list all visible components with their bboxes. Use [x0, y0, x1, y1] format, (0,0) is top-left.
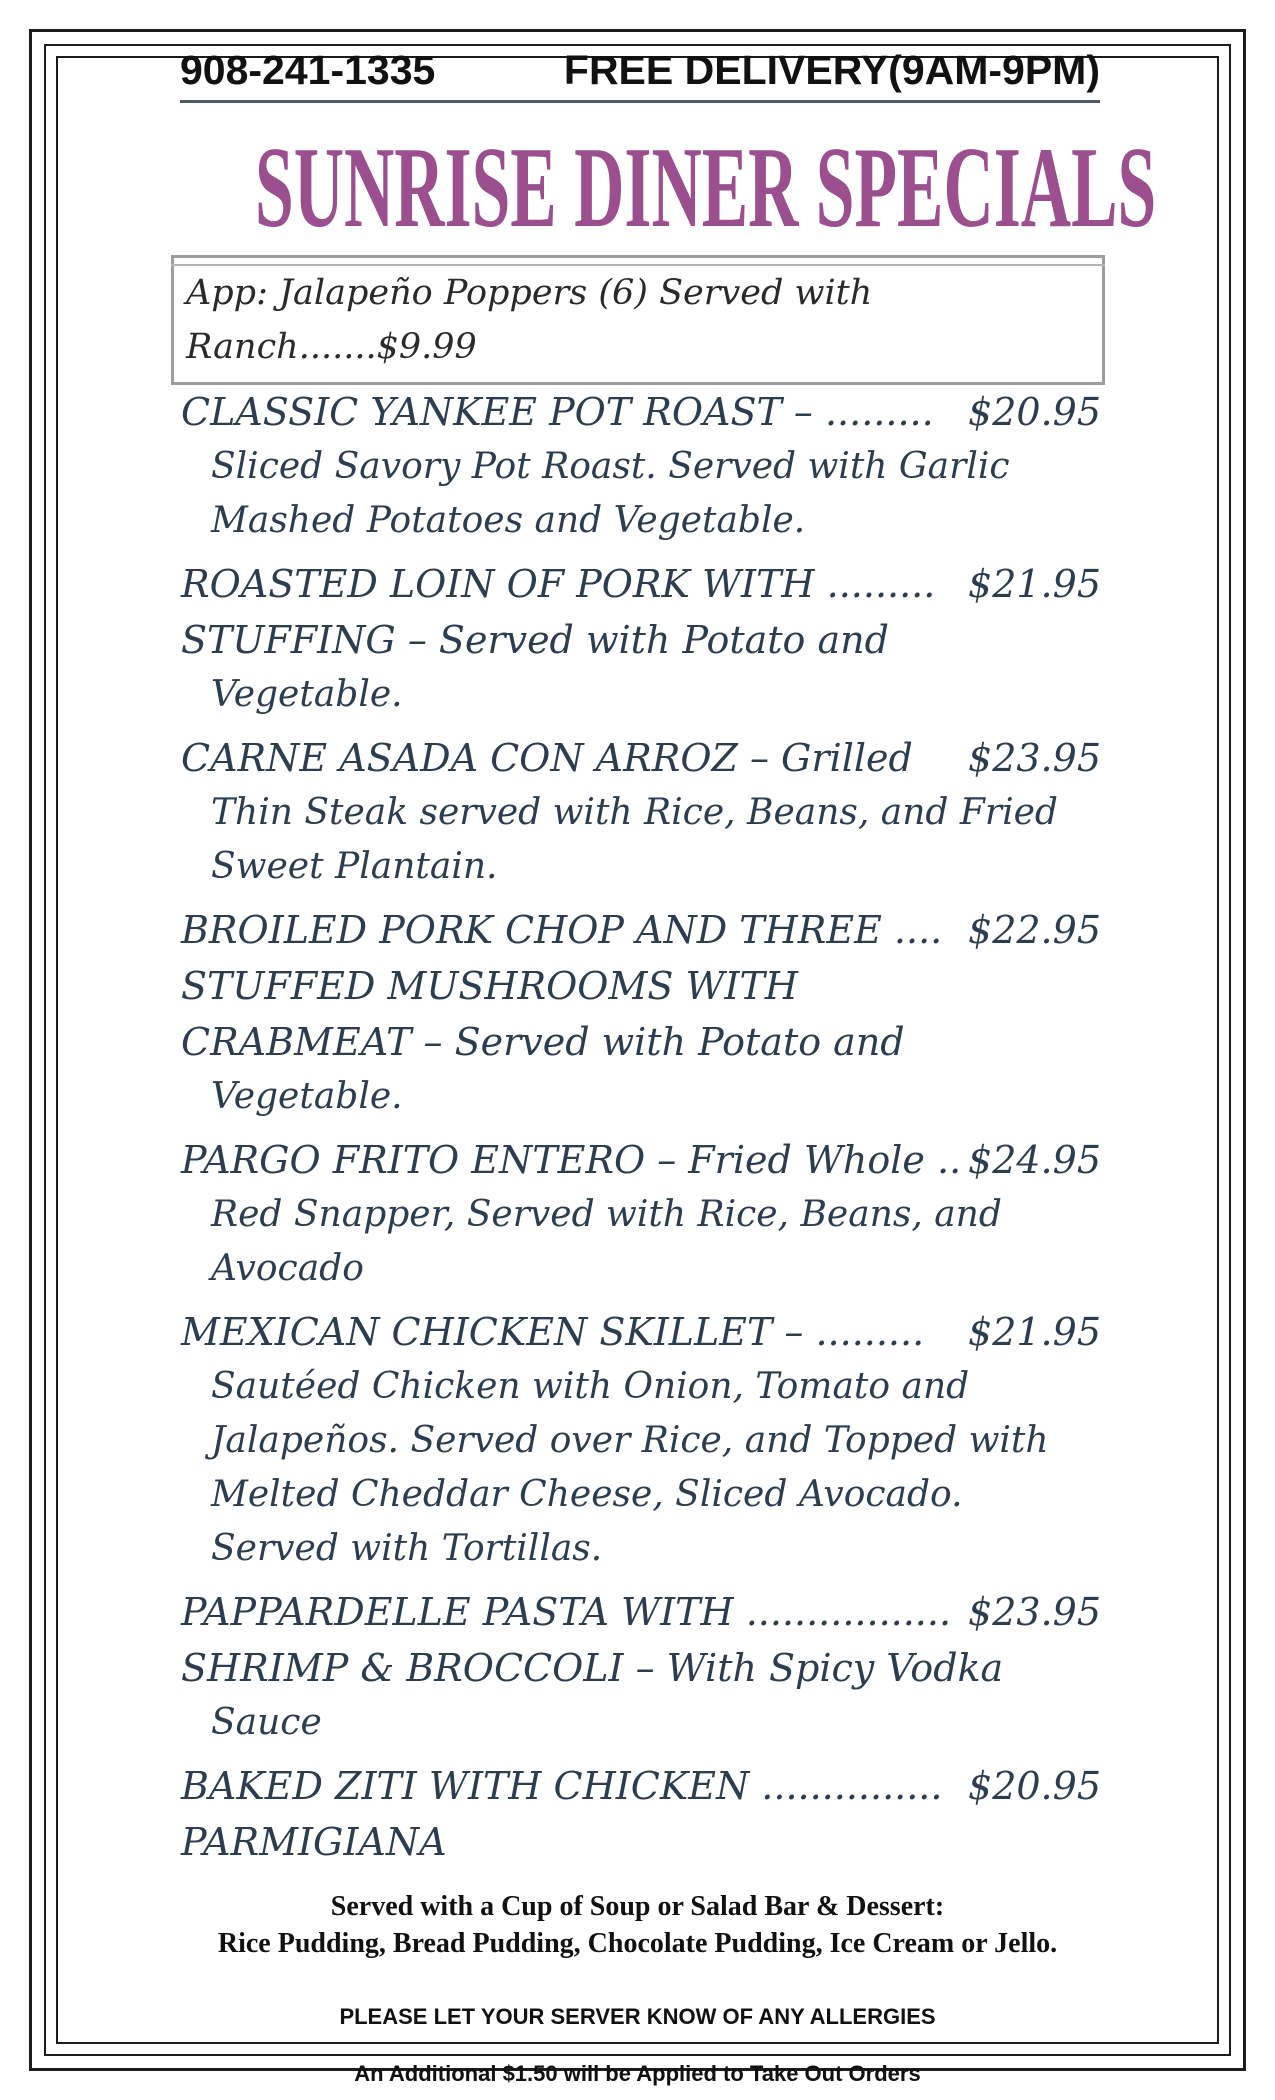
- menu-item-name: CLASSIC YANKEE POT ROAST – .........: [181, 390, 934, 434]
- dessert-options-line: Rice Pudding, Bread Pudding, Chocolate Pudding, Ice Cream or Jello.: [217, 1928, 1058, 1959]
- menu-item-name: PARMIGIANA: [181, 1820, 447, 1864]
- delivery-hours: FREE DELIVERY(9AM-9PM): [563, 47, 1100, 93]
- menu-item-price: $21.95: [968, 1310, 1101, 1354]
- menu-item-name: MEXICAN CHICKEN SKILLET – .........: [181, 1310, 925, 1354]
- takeout-fee-notice: An Additional $1.50 will be Applied to Take Out Orders: [354, 2061, 921, 2086]
- phone-number: 908-241-1335: [180, 47, 436, 93]
- menu-item-description: Sauce: [211, 1702, 322, 1743]
- menu-item-description: Vegetable.: [211, 1076, 403, 1117]
- menu-item-description: Vegetable.: [211, 674, 403, 715]
- menu-item-description: Sautéed Chicken with Onion, Tomato and: [211, 1366, 970, 1407]
- menu-item-name: CRABMEAT – Served with Potato and: [181, 1020, 905, 1064]
- header-divider: [180, 100, 1100, 103]
- menu-item-name: SHRIMP & BROCCOLI – With Spicy Vodka: [181, 1646, 1004, 1690]
- menu-item-price: $22.95: [968, 908, 1101, 952]
- appetizer-line: App: Jalapeño Poppers (6) Served with: [186, 273, 873, 313]
- appetizer-box: [171, 255, 1105, 385]
- menu-item: [181, 1584, 1101, 1750]
- specials-list: [181, 384, 1101, 1878]
- menu-item-name: ROASTED LOIN OF PORK WITH .........: [181, 562, 936, 606]
- menu-item: [181, 384, 1101, 548]
- menu-item-name: PARGO FRITO ENTERO – Fried Whole ..: [181, 1138, 962, 1182]
- served-with-line: Served with a Cup of Soup or Salad Bar & Dessert:: [330, 1891, 945, 1922]
- menu-item-description: Mashed Potatoes and Vegetable.: [211, 500, 806, 541]
- menu-item-description: Red Snapper, Served with Rice, Beans, and: [211, 1194, 1002, 1235]
- menu-item-description: Melted Cheddar Cheese, Sliced Avocado.: [211, 1474, 963, 1515]
- menu-item-description: Sliced Savory Pot Roast. Served with Garlic: [211, 446, 1010, 487]
- contact-bar: [180, 47, 1100, 93]
- appetizer-line: Ranch.......$9.99: [186, 327, 477, 367]
- menu-item-description: Thin Steak served with Rice, Beans, and Fried: [211, 792, 1058, 833]
- menu-item: [181, 1304, 1101, 1576]
- appetizer-text: [186, 266, 1086, 374]
- menu-item-price: $21.95: [968, 562, 1101, 606]
- menu-item-price: $24.95: [968, 1138, 1101, 1182]
- menu-item-name: BAKED ZITI WITH CHICKEN ...............: [181, 1764, 943, 1808]
- menu-item-name: CARNE ASADA CON ARROZ – Grilled: [181, 736, 913, 780]
- menu-item-name: STUFFED MUSHROOMS WITH: [181, 964, 799, 1008]
- menu-item-price: $23.95: [968, 736, 1101, 780]
- menu-item: [181, 556, 1101, 722]
- menu-item-description: Served with Tortillas.: [211, 1528, 603, 1569]
- menu-item-price: $20.95: [968, 1764, 1101, 1808]
- menu-item: [181, 1132, 1101, 1296]
- menu-item: [181, 902, 1101, 1124]
- served-with-note: [0, 1888, 1275, 1962]
- allergy-notice: PLEASE LET YOUR SERVER KNOW OF ANY ALLERGIES: [339, 2004, 936, 2029]
- menu-item-price: $20.95: [968, 390, 1101, 434]
- menu-item: [181, 730, 1101, 894]
- menu-item-description: Sweet Plantain.: [211, 846, 498, 887]
- menu-item: [181, 1758, 1101, 1870]
- menu-item-price: $23.95: [968, 1590, 1101, 1634]
- menu-item-name: PAPPARDELLE PASTA WITH .................: [181, 1590, 952, 1634]
- menu-item-name: STUFFING – Served with Potato and: [181, 618, 889, 662]
- menu-item-description: Avocado: [211, 1248, 364, 1289]
- menu-title: SUNRISE DINER SPECIALS: [255, 124, 1157, 252]
- menu-item-name: BROILED PORK CHOP AND THREE ....: [181, 908, 943, 952]
- menu-item-description: Jalapeños. Served over Rice, and Topped with: [211, 1420, 1049, 1461]
